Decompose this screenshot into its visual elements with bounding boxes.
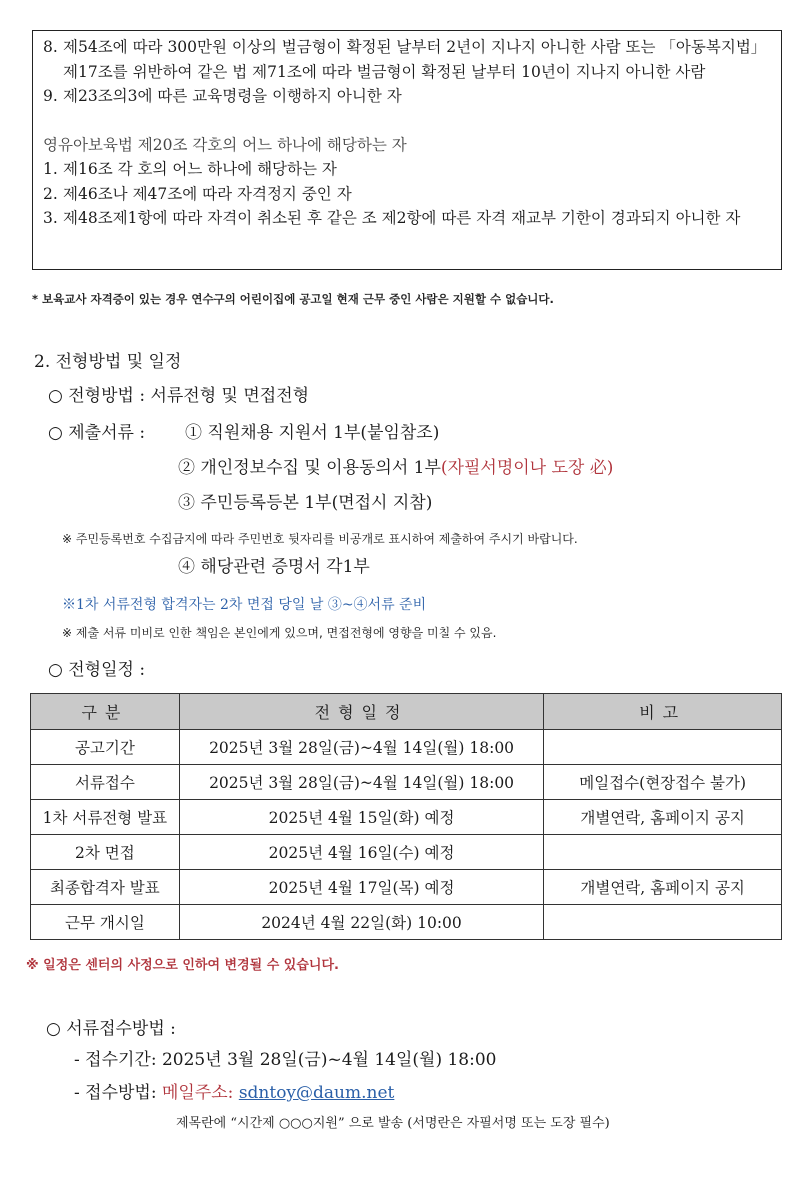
- pass-note: ※1차 서류전형 합격자는 2차 면접 당일 날 ③~④서류 준비: [62, 597, 427, 613]
- row-label: 공고기간: [31, 730, 180, 765]
- item-text: 제48조제1항에 따라 자격이 취소된 후 같은 조 제2항에 따른 자격 재교부 기한이 경과되지 아니한 자: [63, 209, 741, 227]
- section-title: 2. 전형방법 및 일정: [34, 352, 182, 372]
- box-heading: 영유아보육법 제20조 각호의 어느 하나에 해당하는 자: [43, 135, 407, 154]
- resident-number-note: ※ 주민등록번호 수집금지에 따라 주민번호 뒷자리를 비공개로 표시하여 제출하여 주시기 바랍니다.: [62, 532, 578, 546]
- row-note: 메일접수(현장접수 불가): [544, 765, 782, 800]
- row-label: 서류접수: [31, 765, 180, 800]
- list-item: [43, 206, 771, 231]
- table-row: [31, 765, 782, 800]
- item-number: 9.: [43, 87, 58, 105]
- row-date: 2025년 4월 16일(수) 예정: [179, 835, 544, 870]
- item-number: 8.: [43, 38, 58, 56]
- method-label: - 접수방법:: [74, 1083, 157, 1103]
- email-label: 메일주소:: [161, 1083, 234, 1103]
- schedule-warning: ※ 일정은 센터의 사정으로 인하여 변경될 수 있습니다.: [26, 958, 339, 973]
- row-note: 개별연락, 홈페이지 공지: [544, 800, 782, 835]
- item-text: 제23조의3에 따른 교육명령을 이행하지 아니한 자: [63, 87, 402, 105]
- table-row: [31, 870, 782, 905]
- row-label: 근무 개시일: [31, 905, 180, 940]
- list-item: [43, 157, 771, 182]
- subject-note: 제목란에 “시간제 ○○○지원” 으로 발송 (서명란은 자필서명 또는 도장 필수): [176, 1116, 610, 1131]
- table-row: [31, 800, 782, 835]
- row-date: 2025년 3월 28일(금)~4월 14일(월) 18:00: [179, 730, 544, 765]
- email-link[interactable]: sdntoy@daum.net: [238, 1083, 395, 1103]
- submission-period: [74, 1045, 496, 1070]
- header-category: 구분: [31, 694, 180, 730]
- submission-title: ○ 서류접수방법 :: [46, 1019, 176, 1039]
- list-item: [43, 35, 771, 84]
- table-header-row: [31, 694, 782, 730]
- disqualification-box: [32, 30, 782, 270]
- list-item: [43, 182, 771, 207]
- method-line: ○ 전형방법 : 서류전형 및 면접전형: [48, 386, 310, 406]
- item-text: 제16조 각 호의 어느 하나에 해당하는 자: [63, 160, 337, 178]
- item-text: 제54조에 따라 300만원 이상의 벌금형이 확정된 날부터 2년이 지나지 아니한 사람 또는 「아동복지법」 제17조를 위반하여 같은 법 제71조에 따라 벌금형이 확정된 날부터 10년이 지나지 아니한 사람: [63, 38, 767, 81]
- row-date: 2024년 4월 22일(화) 10:00: [179, 905, 544, 940]
- item-number: 1.: [43, 160, 58, 178]
- row-label: 최종합격자 발표: [31, 870, 180, 905]
- row-date: 2025년 3월 28일(금)~4월 14일(월) 18:00: [179, 765, 544, 800]
- row-note: 개별연락, 홈페이지 공지: [544, 870, 782, 905]
- period-label: - 접수기간:: [74, 1050, 157, 1070]
- teacher-note: * 보육교사 자격증이 있는 경우 연수구의 어린이집에 공고일 현재 근무 중인 사람은 지원할 수 없습니다.: [32, 292, 554, 306]
- item-number: 3.: [43, 209, 58, 227]
- signature-required-note: (자필서명이나 도장 必): [440, 458, 614, 478]
- doc-item-4: ④ 해당관련 증명서 각1부: [178, 557, 370, 577]
- row-date: 2025년 4월 17일(목) 예정: [179, 870, 544, 905]
- table-row: [31, 835, 782, 870]
- schedule-table: [30, 693, 782, 940]
- schedule-label: ○ 전형일정 :: [48, 660, 146, 680]
- doc-item-2: [178, 453, 613, 478]
- list-item: [43, 84, 771, 109]
- table-row: [31, 905, 782, 940]
- item-number: 2.: [43, 184, 58, 203]
- period-value: 2025년 3월 28일(금)~4월 14일(월) 18:00: [161, 1050, 497, 1070]
- doc-item-1: ① 직원채용 지원서 1부(붙임참조): [185, 423, 440, 443]
- row-note: [544, 835, 782, 870]
- header-schedule: 전형일정: [179, 694, 544, 730]
- liability-note: ※ 제출 서류 미비로 인한 책임은 본인에게 있으며, 면접전형에 영향을 미칠 수 있음.: [62, 626, 497, 640]
- row-note: [544, 730, 782, 765]
- row-date: 2025년 4월 15일(화) 예정: [179, 800, 544, 835]
- item-text: 제46조나 제47조에 따라 자격정지 중인 자: [63, 184, 352, 203]
- submission-method: [74, 1078, 394, 1103]
- header-note: 비고: [544, 694, 782, 730]
- doc-item-2-text: ② 개인정보수집 및 이용동의서 1부: [178, 458, 441, 478]
- table-row: [31, 730, 782, 765]
- row-note: [544, 905, 782, 940]
- docs-label: ○ 제출서류 :: [48, 423, 146, 443]
- doc-item-3: ③ 주민등록등본 1부(면접시 지참): [178, 493, 433, 513]
- row-label: 2차 면접: [31, 835, 180, 870]
- row-label: 1차 서류전형 발표: [31, 800, 180, 835]
